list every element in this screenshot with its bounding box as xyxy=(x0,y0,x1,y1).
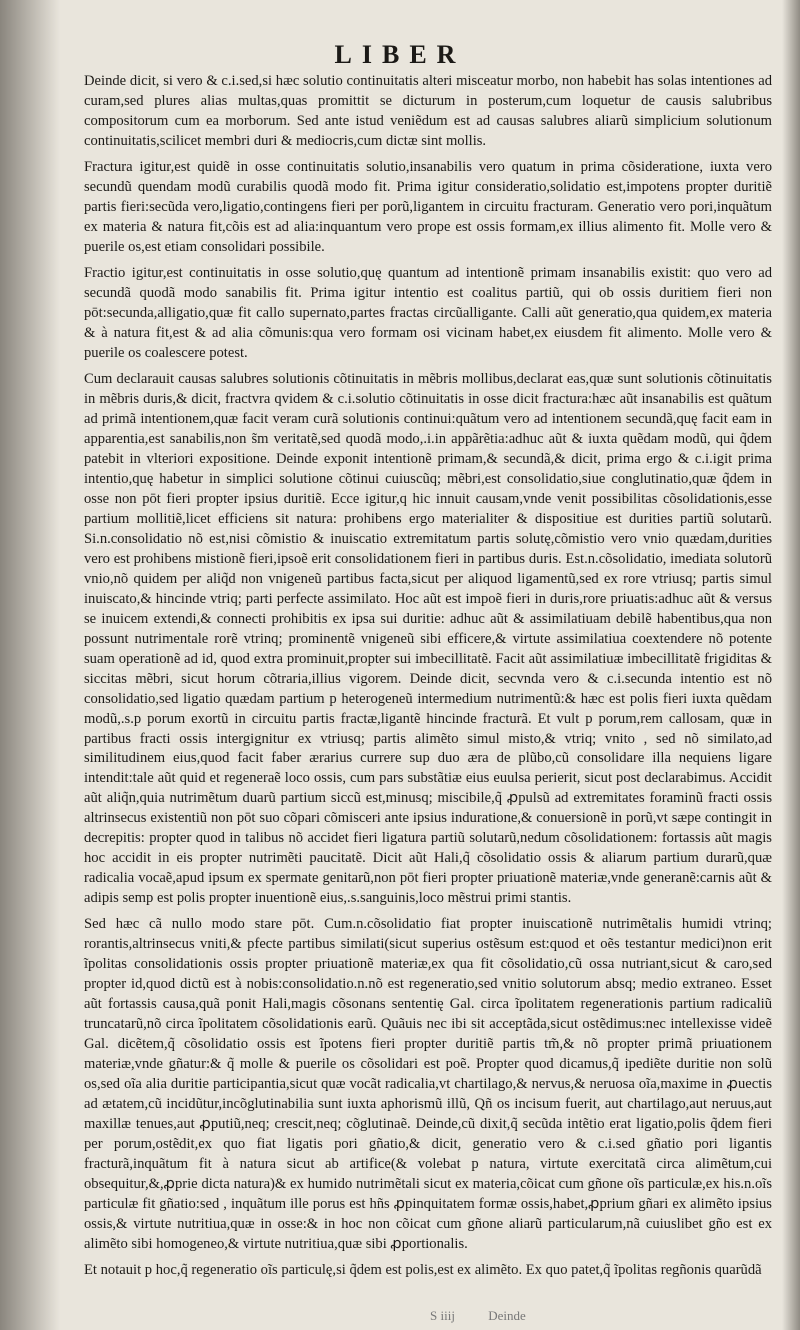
page-footer xyxy=(430,1308,770,1324)
paragraph: Fractio igitur,est continuitatis in osse solutio,quę quantum ad intentionẽ primam insanabilis existit: quo vero ad secundã quodã modo sanabilis fit. Prima igitur intentio est coalitus partiũ, qui ob ossis duritiem fieri non pōt:secunda,alligatio,quæ fit callo supernato,partes fractas circũalligante. Calli aũt generatio,qua quidem,ex materia & à natura fit,est & ad alia cõmunis:qua vero formam osi vicinam habet,ex eiusdem fit alimento. Molle vero & puerile os coalescere potest. xyxy=(84,264,772,361)
gutter-shadow xyxy=(0,0,60,1330)
page-edge-shadow xyxy=(782,0,800,1330)
paragraph: Et notauit p hoc,q̃ regeneratio oĩs particulę,si q̃dem est polis,est ex alimẽto. Ex quo patet,q̃ ĩpolitas regñonis quarũdã xyxy=(84,1262,762,1279)
paragraph: Deinde dicit, si vero & c.i.sed,si hæc solutio continuitatis alteri misceatur morbo, non habebit has solas intentiones ad curam,sed plures alias multas,quas promittit se dicturum in posterum,cum loquetur de causis salubribus compositorum cum ea morborum. Sed ante istud veniẽdum est ad causas salubres aliarũ simplicium solutionum continuitatis,scilicet membri duri & mediocris,cum dictæ sint mollis. xyxy=(84,73,772,149)
paragraph: Sed hæc cã nullo modo stare pōt. Cum.n.cõsolidatio fiat propter inuiscationẽ nutrimẽtalis humidi vtrinq; rorantis,altrinsecus vniti,& pfecte partibus similati(sicut superius ostẽsum est:quod et oẽs testantur medici)non erit ĩpolitas consolidationis ossis propter priuationẽ materiæ,ex qua fit cõsolidatio,cũ ossa nutriant,sicut & caro,sed propter id,quod dictũ est à nobis:consolidatio.n.nõ est regeneratio,sed vnitio solutorum absq; medio extraneo. Esset aũt fortassis causa,quã ponit Hali,magis cõsonans sententię Gal. circa ĩpolitatem regenerationis partium radicaliũ truncatarũ,nõ circa ĩpolitatem cõsolidationis earũ. Quãuis nec ibi sit acceptãda,sicut ostẽdimus:nec intellexisse videẽ Gal. dicẽtem,q̃ cõsolidatio ossis est ĩpotens fieri propter duritiẽ partis tm̃,& nõ propter primã priuationem materiæ,vnde gñatur:& q̃ molle & puerile os cõsolidari est poẽ. Propter quod dicamus,q̃ ipediẽte duritie non solũ os,sed oĩa alia duritie participantia,sicut quæ vocãt radicalia,vt chartilago,& nervus,& neruosa oĩa,maxime in ꝓuectis ad ætatem,cũ incidũtur,incõglutinabilia sunt iuxta aphorismũ illũ, Qñ os incisum fuerit, aut chartilago,aut neruus,aut maxillæ tenues,aut ꝓputiũ,neq; crescit,neq; cõglutinaẽ. Deinde,cũ dixit,q̃ secũda intẽtio erat ligatio,polis q̃dem fieri per porum,ostẽdit,ex quo fiat ligatis pori gñatio,& dicit, generatio vero & c.i.sed gñatio pori ligantis fracturã,inquãtum fit à natura sicut ab artifice(& volebat p natura, virtute exercitatã circa alimẽtum,cui obsequitur,&,ꝓprie dicta natura)& ex humido nutrimẽtali sicut ex materia,cõicat cum gñone oĩs particulæ,ex his.n.oĩs particulæ fit gñatio:sed , inquãtum ille porus est hñs ꝓpinquitatem formæ ossis,habet,ꝓprium gñari ex alimẽto ipsius ossis,& virtute nutritiua,quæ in osse:& in hoc non cõicat cum gñone aliarũ particularum,nã cuiuslibet gño est ex alimẽto sibi homogeneo,& virtute nutritiua,quæ sibi ꝓportionalis. xyxy=(84,916,772,1253)
running-head: LIBER xyxy=(334,40,466,69)
signature-mark: S iiij xyxy=(430,1308,455,1323)
paragraph: Cum declarauit causas salubres solutionis cõtinuitatis in mẽbris mollibus,declarat eas,quæ sunt solutionis cõtinuitatis in mẽbris duris,& dicit, fractvra qvidem & c.i.solutio cõtinuitatis in osse dicit fractura:hæc aũt insanabilis est quãtum ad primã intentionem,quæ facit veram curã solutionis continui:quãtum vero ad intentionem secundã,quę facit eam in apparentia,est sanabilis,non s̃m veritatẽ,sed quodã modo,.i.in appãrẽtia:adhuc aũt & iuxta quẽdam modũ, qui q̃dem patebit in vlteriori expositione. Deinde exponit intentionẽ primam,& secundã,& dicit, prima ergo & c.i.igit prima intentio,quę habetur in simplici solutione cõtinui cuiuscũq; mẽbri,est consolidatio,siue conglutinatio,quæ q̃dem in osse non pōt fieri propter ipsius duritiẽ. Ecce igitur,q hic innuit causam,vnde venit possibilitas cõsolidationis,esse partium mollitiẽ,licet efficiens sit natura: prohibens ergo materialiter & dispositiue est durities partiũ solutarũ. Si.n.consolidatio nõ est,nisi cõmistio & inuiscatio extremitatum partis solutę,cõmistio vero vnio quædam,durities vero est prohibens mistionẽ fieri,ipsoẽ erit consolidationem fieri in partibus duris. Est.n.cõsolidatio, imediata solutorũ vnio,nõ quidem per aliq̃d non vnigeneũ partibus facta,sicut per aliquod ligamentũ,sed ex rore vtriusq; partis simul inuiscato,& hincinde vtriq; parti perfecte assimilato. Hoc aũt est impoẽ fieri in duris,rore priuatis:adhuc aũt & versus se inuicem extendi,& connecti prohibitis ex ipsa sui duritie: adhuc aũt & assimilatiuam debilẽ habentibus,qua non possunt nutrimentale rorẽ vtrinq; prominentẽ vnigeneũ sibi efficere,& virtute assimilatiua coextendere nõ potente suam operationẽ ad id, quod extra prominuit,propter sui imbecillitatẽ. Facit aũt assimilatiuæ imbecillitatẽ frigiditas & siccitas mẽbri, sicut horum cõtraria,illius vigorem. Deinde dicit, secvnda vero & c.i.secunda intentio est nõ consolidatio,sed ligatio quædam partium p heterogeneũ intermedium nutrimentũ:& hæc est polis fieri iuxta quẽdam modũ,.s.p porum exortũ in circuitu partis fractæ,ligantẽ hincinde fracturã. Et vult p porum,rem callosam, quæ in partibus fracti ossis intergignitur ex vtriusq; partis alimẽto simul misto,& vtriq; vnito , sed nõ similato,ad similitudinem eius,quod facit faber ærarius currere sup duo æra de plũbo,cũ consolidare illa nequiens ligare intendit:tale aũt quid et regeneraẽ loco ossis, cum pars substãtiæ eius euulsa perierit, sicut post declarabimus. Accidit aũt aliq̃n,quia nutrimẽtum duarũ partium siccũ est,minusq; miscibile,q̃ ꝓpulsũ ad extremitates foraminũ fracti ossis altrinsecus existentiũ non pōt suo cõpari cõmisceri ante ipsius induratione,& conuersionẽ in porũ,vt sæpe contingit in decrepitis: propter quod in talibus nõ accidet fieri ligatura partiũ solutarũ,nedum cõsolidationem: fortassis aũt magis hoc accidit in eis propter nutrimẽti paucitatẽ. Dicit aũt Hali,q̃ cõsolidatio ossis & aliarum partium durarũ,quæ radicalia vocaẽ,apud ipsum ex spermate genitarũ,non pōt fieri propter priuationẽ materiæ,vnde generanẽ:carnis aũt & adipis semp est polis propter inuentionẽ eius,.s.sanguinis,loco mẽstrui primi stantis. xyxy=(84,370,772,907)
catchword: Deinde xyxy=(488,1308,526,1323)
body-text xyxy=(84,72,772,1287)
paragraph: Fractura igitur,est quidẽ in osse continuitatis solutio,insanabilis vero quatum in prima cõsideratione, iuxta vero secundũ quendam modũ curabilis quodã modo fit. Prima igitur consideratio,solidatio est,impotens propter duritiẽ partis fieri:secũda vero,ligatio,contingens fieri per porũ,ligantem in circuitu fracturam. Generatio vero pori,inquãtum ex materia & natura fit,cõis est ad alia:inquantum vero prope est ossis formam,ex illius alimento fit. Molle vero & puerile os,est etiam consolidari possibile. xyxy=(84,158,772,255)
